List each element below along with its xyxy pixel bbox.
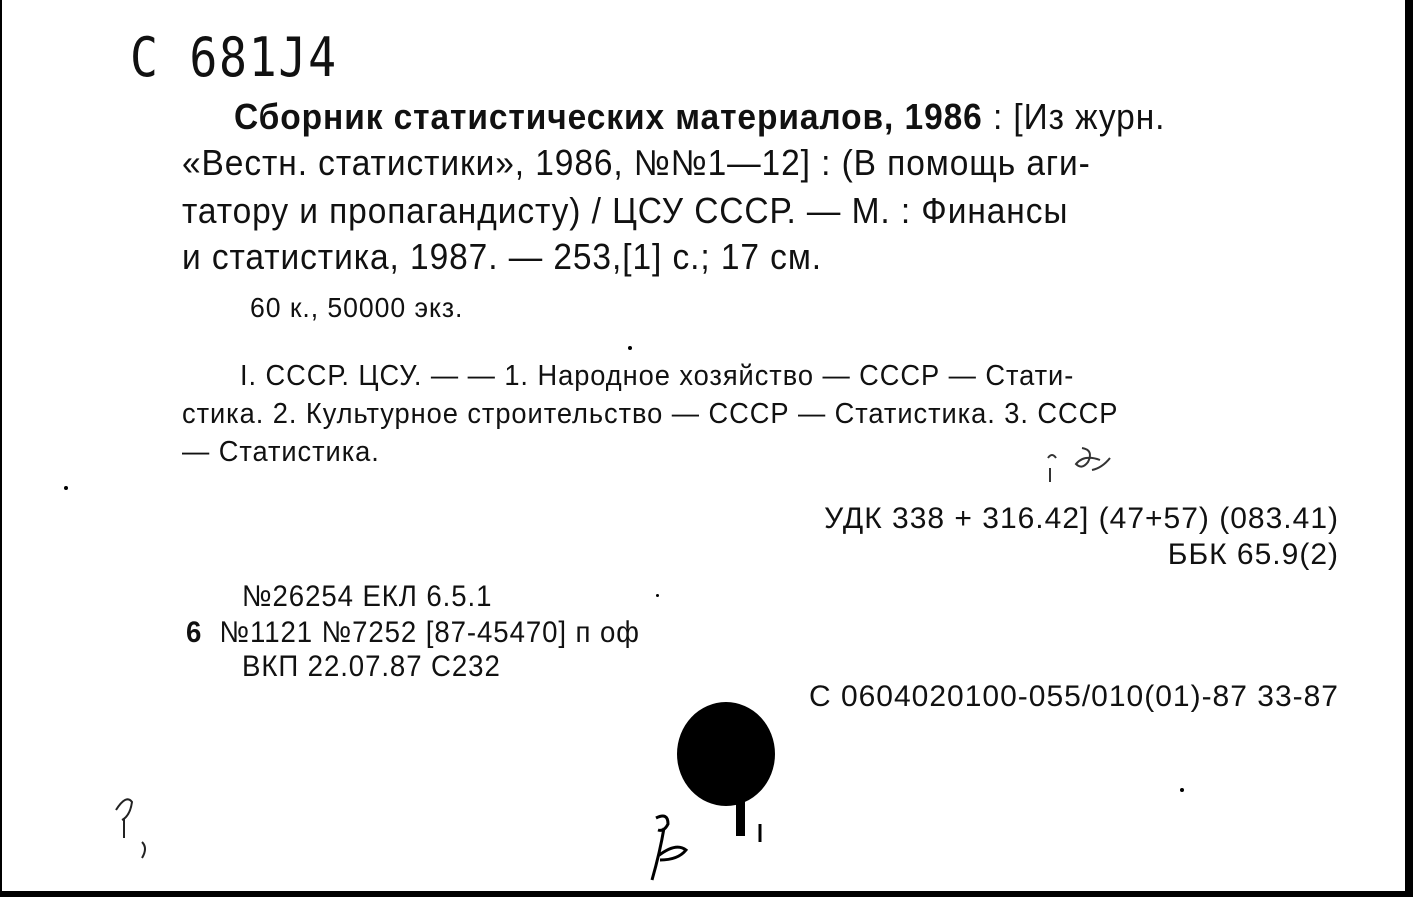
speck: [656, 594, 659, 597]
description-line-3: татору и пропагандисту) / ЦСУ СССР. — М. : Финансы: [182, 190, 1069, 231]
punch-hole-tail: [736, 790, 745, 836]
subject-line-3: — Статистика.: [182, 436, 380, 468]
print-info-line-2: [186, 616, 640, 650]
speck: [64, 486, 68, 490]
print-info-text: №1121 №7252 [87-45470] п оф: [219, 616, 640, 649]
handwritten-mark: [1042, 440, 1122, 490]
title-line: [234, 96, 1165, 138]
subject-line-2: стика. 2. Культурное строительство — СССР — Статистика. 3. СССР: [182, 398, 1119, 430]
handwritten-numeral: [102, 790, 162, 870]
print-info-line-3: ВКП 22.07.87 С232: [242, 650, 501, 683]
classification-code: С 0604020100-055/010(01)-87 33-87: [808, 680, 1339, 713]
description-line-4: и статистика, 1987. — 253,[1] с.; 17 см.: [182, 236, 823, 277]
speck-mark: [750, 822, 770, 846]
description-line-2: «Вестн. статистики», 1986, №№1—12] : (В помощь аги-: [182, 142, 1091, 183]
speck: [628, 346, 632, 350]
title-line-rest: : [Из журн.: [982, 96, 1166, 137]
bbk-index: ББК 65.9(2): [1167, 538, 1339, 571]
subject-line-1: I. СССР. ЦСУ. — — 1. Народное хозяйство — СССР — Стати-: [240, 360, 1075, 392]
shelfmark: С 681J4: [130, 26, 338, 89]
price-run: 60 к., 50000 экз.: [250, 292, 464, 323]
print-info-line-1: №26254 ЕКЛ 6.5.1: [242, 580, 493, 613]
udc-index: УДК 338 + 316.42] (47+57) (083.41): [824, 502, 1339, 535]
speck: [1180, 788, 1184, 792]
punch-hole: [677, 702, 775, 806]
print-count: 6: [186, 616, 203, 649]
book-title: Сборник статистических материалов, 1986: [234, 96, 983, 137]
handwritten-letter: [642, 808, 702, 888]
